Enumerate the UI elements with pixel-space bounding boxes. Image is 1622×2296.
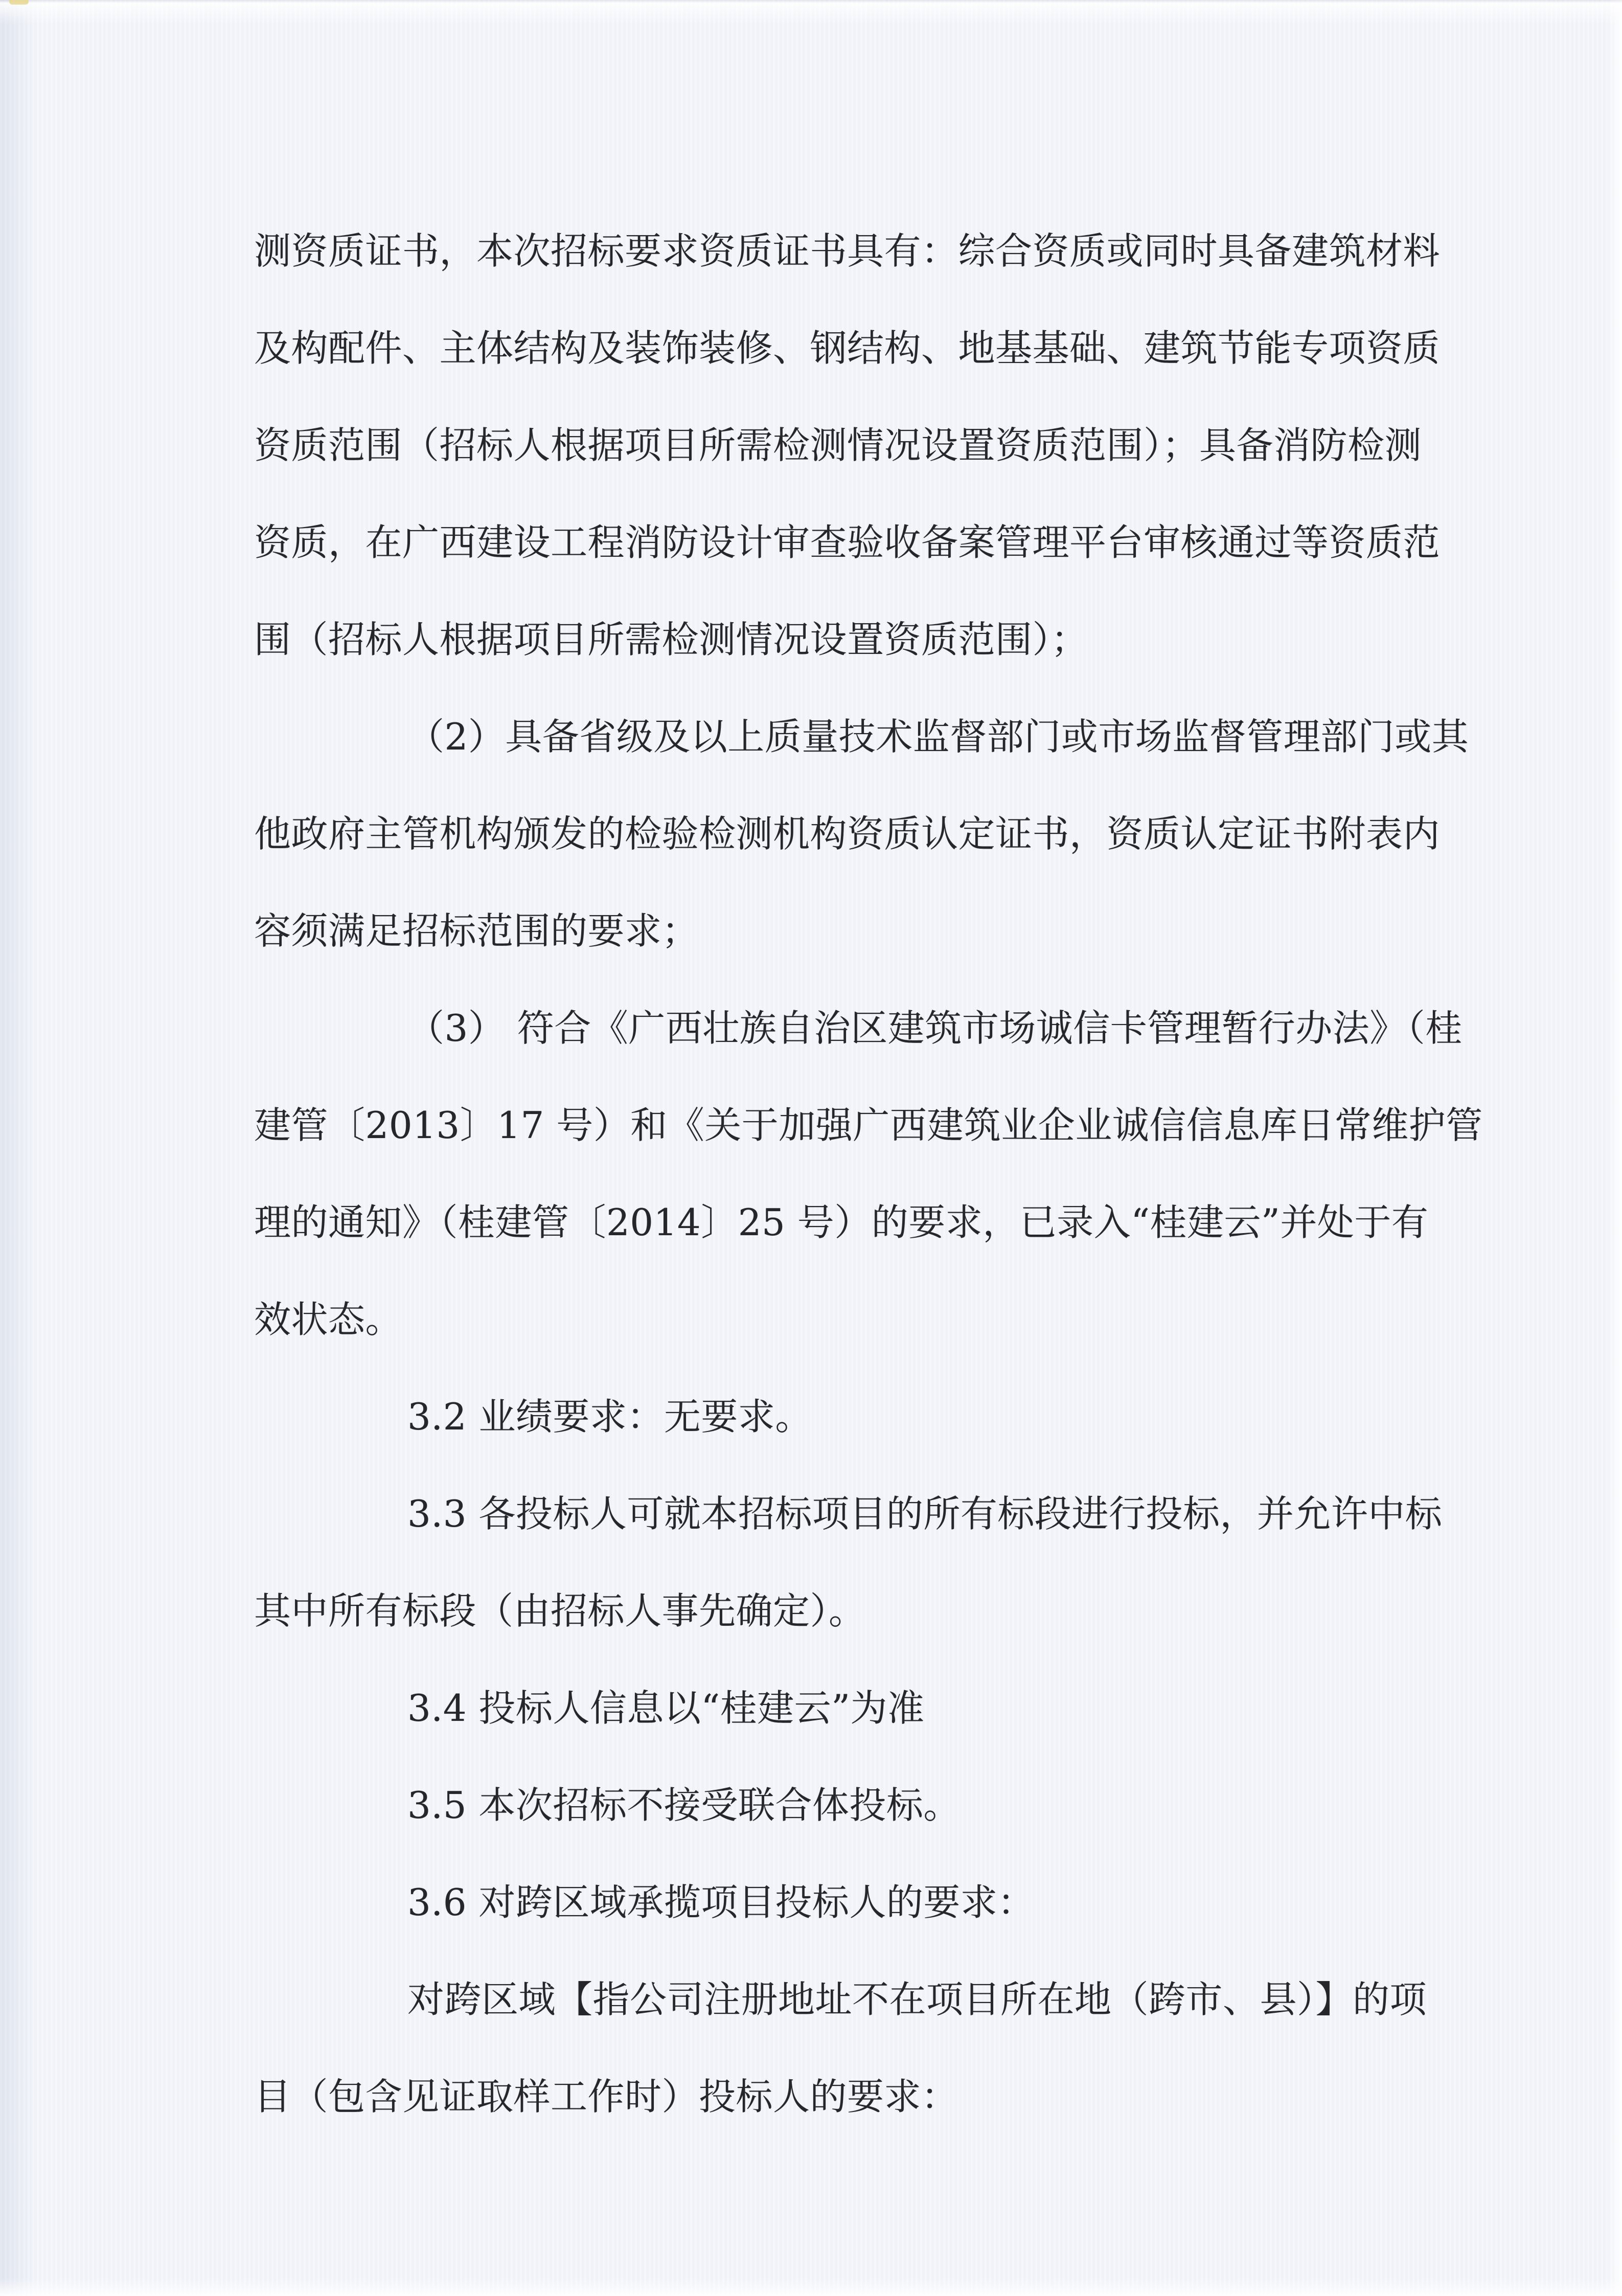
paragraph-line: 资质范围（招标人根据项目所需检测情况设置资质范围）；具备消防检测	[254, 424, 1422, 467]
scan-artifact-speck	[9, 0, 29, 5]
paragraph-line: 及构配件、主体结构及装饰装修、钢结构、地基基础、建筑节能专项资质	[254, 327, 1441, 370]
paragraph-line: 效状态。	[254, 1298, 403, 1341]
paragraph-line: 测资质证书，本次招标要求资质证书具有：综合资质或同时具备建筑材料	[254, 230, 1441, 272]
paragraph-line: 他政府主管机构颁发的检验检测机构资质认定证书，资质认定证书附表内	[254, 812, 1441, 855]
paragraph-line: 资质，在广西建设工程消防设计审查验收备案管理平台审核通过等资质范	[254, 521, 1441, 564]
paragraph-line: 3.2 业绩要求：无要求。	[407, 1395, 812, 1438]
paragraph-line: 理的通知》（桂建管〔2014〕25 号）的要求，已录入“桂建云”并处于有	[254, 1201, 1429, 1244]
paragraph-line: 目（包含见证取样工作时）投标人的要求：	[254, 2075, 958, 2118]
paragraph-line: 建管〔2013〕17 号）和《关于加强广西建筑业企业诚信信息库日常维护管	[254, 1104, 1483, 1147]
document-body-text	[254, 202, 1483, 2145]
paragraph-line: 3.6 对跨区域承揽项目投标人的要求：	[407, 1881, 1035, 1924]
paragraph-line: 其中所有标段（由招标人事先确定）。	[254, 1589, 866, 1632]
paragraph-line: （3） 符合《广西壮族自治区建筑市场诚信卡管理暂行办法》（桂	[407, 1007, 1463, 1050]
paragraph-line: 3.4 投标人信息以“桂建云”为准	[407, 1687, 925, 1730]
paragraph-line: 容须满足招标范围的要求；	[254, 910, 699, 952]
paragraph-line: 3.5 本次招标不接受联合体投标。	[407, 1784, 961, 1827]
paragraph-line: （2）具备省级及以上质量技术监督部门或市场监督管理部门或其	[407, 715, 1469, 758]
paragraph-line: 围（招标人根据项目所需检测情况设置资质范围）；	[254, 618, 1088, 661]
paragraph-line: 对跨区域【指公司注册地址不在项目所在地（跨市、县）】的项	[407, 1978, 1427, 2021]
paragraph-line: 3.3 各投标人可就本招标项目的所有标段进行投标，并允许中标	[407, 1492, 1443, 1535]
